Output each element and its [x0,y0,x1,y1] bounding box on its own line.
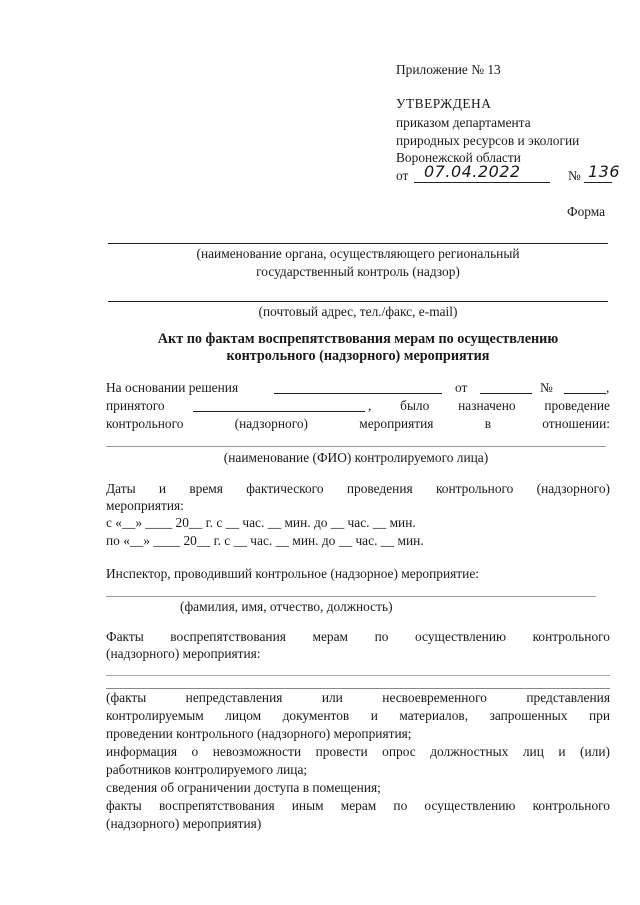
org-caption-line-2: государственный контроль (надзор) [256,264,460,279]
approved-heading: УТВЕРЖДЕНА [396,96,492,111]
approval-number-handwritten: 136 [588,162,621,181]
org-name-line [108,243,608,244]
facts-note-line-5: работников контролируемого лица; [106,762,308,777]
inspector-caption: (фамилия, имя, отчество, должность) [180,599,393,614]
act-title-line-2: контрольного (надзорного) мероприятия [226,348,490,364]
facts-note-line-7: факты воспрепятствования иным мерам по осуществлению контрольного [106,798,610,813]
act-title-line-1: Акт по фактам воспрепятствования мерам по осуществлению [157,331,559,347]
approval-date-handwritten: 07.04.2022 [424,162,521,181]
approval-date-underline [414,182,550,183]
decision-number-blank [564,393,606,394]
approval-line-3: Воронежской области [396,150,521,165]
inspector-label: Инспектор, проводивший контрольное (надзорное) мероприятие: [106,566,479,581]
basis-number-label: № [540,380,553,395]
facts-note-line-4: информация о невозможности провести опрос должностных лиц и (или) [106,744,610,759]
approval-number-underline [584,182,612,183]
facts-note-line-6: сведения об ограничении доступа в помещения; [106,780,381,795]
basis-decision-label: На основании решения [106,380,239,395]
dates-label-line-1: Даты и время фактического проведения контрольного (надзорного) [106,481,610,496]
basis-regarding-text: контрольного (надзорного) мероприятия в отношении: [106,416,610,431]
facts-line-1 [106,675,610,676]
facts-label-line-2: (надзорного) мероприятия: [106,646,261,661]
facts-note-line-3: проведении контрольного (надзорного) мероприятия; [106,726,412,741]
facts-label-line-1: Факты воспрепятствования мерам по осуществлению контрольного [106,629,610,644]
dates-to-row: по «__» ____ 20__ г. с __ час. __ мин. до __ час. __ мин. [106,533,424,548]
approval-number-label: № [568,168,581,183]
decision-name-blank [274,393,442,394]
approval-line-2: природных ресурсов и экологии [396,133,580,148]
facts-note-line-8: (надзорного) мероприятия) [106,816,262,831]
facts-note-line-2: контролируемым лицом документов и материалов, запрошенных при [106,708,610,723]
dates-label-line-2: мероприятия: [106,498,184,513]
basis-comma: , [606,380,610,395]
adopted-by-blank [193,411,365,412]
basis-adopted-label: принятого [106,398,165,413]
org-caption-line-1: (наименование органа, осуществляющего региональный [196,246,520,261]
approval-from-label: от [396,168,409,183]
inspector-line [106,596,596,597]
approval-line-1: приказом департамента [396,115,531,130]
basis-assigned-text: , было назначено проведение [368,398,610,413]
controlled-entity-line [106,446,606,447]
basis-from-label: от [455,380,468,395]
facts-note-line-1: (факты непредставления или несвоевременного представления [106,690,610,705]
form-label: Форма [567,204,606,219]
address-line [108,301,608,302]
decision-date-blank [480,393,532,394]
address-caption: (почтовый адрес, тел./факс, e-mail) [258,304,458,319]
controlled-entity-caption: (наименование (ФИО) контролируемого лица) [223,450,489,465]
appendix-number: Приложение № 13 [396,62,501,77]
facts-line-2 [106,688,610,689]
dates-from-row: с «__» ____ 20__ г. с __ час. __ мин. до __ час. __ мин. [106,515,416,530]
